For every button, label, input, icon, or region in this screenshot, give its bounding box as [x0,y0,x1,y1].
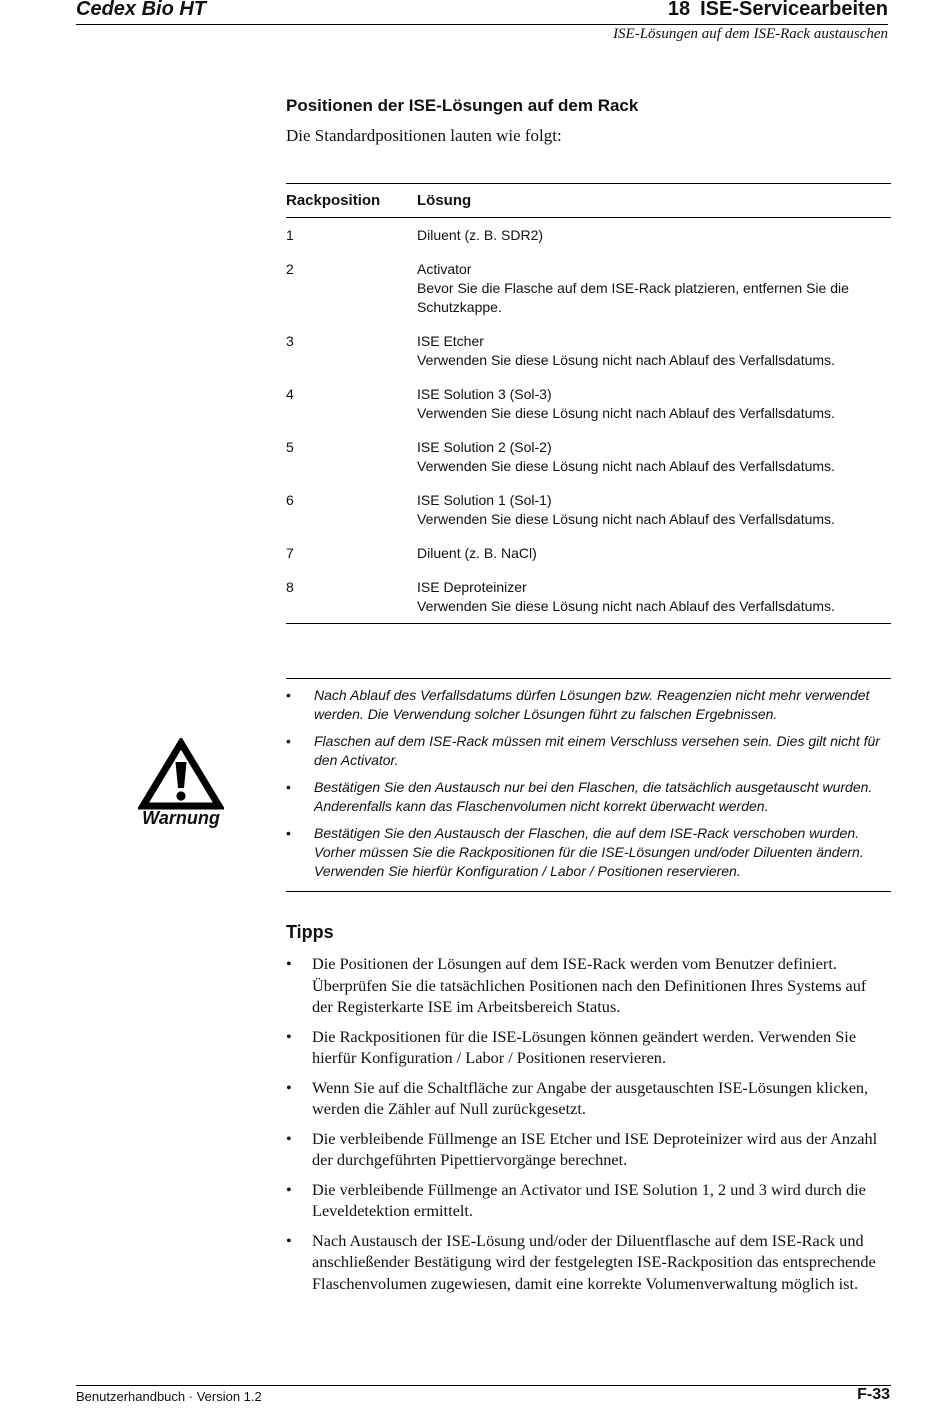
solution-cell [417,332,891,370]
solution-cell [417,438,891,476]
table-body [286,218,891,624]
chapter-title: ISE-Servicearbeiten [700,0,888,20]
tip-text: Die Rackpositionen für die ISE-Lösungen können geändert werden. Verwenden Sie hierfür Konfiguration / Labor / Positionen reservieren. [312,1026,857,1067]
table-row [286,260,891,317]
tip-text: Die Positionen der Lösungen auf dem ISE-Rack werden vom Benutzer definiert. Überprüfen Sie die tatsächlichen Positionen nach den Definitionen Ihres Systems auf der Registerkarte ISE im Arbeitsbereich Status. [312,954,867,1016]
header-loesung: Lösung [417,192,472,209]
tip-item [286,953,891,1018]
solution-line: ISE Solution 2 (Sol-2) [417,439,552,455]
bullet-icon: • [286,1026,292,1046]
footer-rule [76,1385,891,1386]
solution-cell [417,491,891,529]
solution-cell [417,385,891,423]
table-row [286,544,891,563]
solution-cell [417,226,891,245]
solution-line: ISE Deproteinizer [417,579,527,595]
solution-line: ISE Etcher [417,333,484,349]
table-row [286,491,891,529]
header-product: Cedex Bio HT [76,0,207,20]
warning-text: Bestätigen Sie den Austausch nur bei den Flaschen, die tatsächlich ausgetauscht wurden. Anderenfalls kann das Flaschenvolumen nicht korrekt überwacht werden. [314,779,873,814]
table-row [286,332,891,370]
tip-text: Die verbleibende Füllmenge an ISE Etcher und ISE Deproteinizer wird aus der Anzahl der durchgeführten Pipettiervorgänge berechnet. [312,1128,878,1169]
solution-line: Diluent (z. B. NaCl) [417,545,537,561]
tip-text: Nach Austausch der ISE-Lösung und/oder der Diluentflasche auf dem ISE-Rack und anschließender Bestätigung wird der festgelegten ISE-Rackposition das entsprechende Flaschenvolumen zugewiesen, damit eine korrekte Volumenverwaltung möglich ist. [312,1230,876,1293]
rack-position-table [286,183,891,624]
bullet-icon: • [286,1128,292,1148]
solution-line: Verwenden Sie diese Lösung nicht nach Ablauf des Verfallsdatums. [417,352,835,368]
header-rule [76,24,888,25]
tips-title: Tipps [286,922,334,942]
rack-position: 7 [286,545,294,561]
footer-manual-version: Benutzerhandbuch · Version 1.2 [76,1389,262,1404]
bullet-icon: • [286,825,291,841]
solution-cell [417,578,891,616]
warning-list [286,678,891,892]
rack-position: 5 [286,439,294,455]
solution-line: Verwenden Sie diese Lösung nicht nach Ablauf des Verfallsdatums. [417,405,835,421]
warning-sign [138,738,224,832]
solution-line: ISE Solution 3 (Sol-3) [417,386,552,402]
warning-item [286,732,891,770]
solution-line: Bevor Sie die Flasche auf dem ISE-Rack platzieren, entfernen Sie die Schutzkappe. [417,280,849,315]
warning-label: Warnung [142,808,220,828]
tips-list [286,953,891,1302]
tip-item [286,1179,891,1222]
solution-line: Verwenden Sie diese Lösung nicht nach Ablauf des Verfallsdatums. [417,511,835,527]
solution-line: Activator [417,261,472,277]
tip-item [286,1230,891,1295]
bullet-icon: • [286,1230,292,1250]
rack-position: 6 [286,492,294,508]
tip-item [286,1077,891,1120]
bullet-icon: • [286,687,291,703]
table-header [286,183,891,218]
header-subtitle: ISE-Lösungen auf dem ISE-Rack austauschen [613,26,888,42]
bullet-icon: • [286,779,291,795]
rack-position: 3 [286,333,294,349]
solution-line: ISE Solution 1 (Sol-1) [417,492,552,508]
warning-text: Flaschen auf dem ISE-Rack müssen mit einem Verschluss versehen sein. Dies gilt nicht für den Activator. [314,733,880,768]
rack-position: 1 [286,227,294,243]
table-row [286,385,891,423]
tip-item [286,1128,891,1171]
warning-text: Nach Ablauf des Verfallsdatums dürfen Lösungen bzw. Reagenzien nicht mehr verwendet werden. Die Verwendung solcher Lösungen führt zu falschen Ergebnissen. [314,687,870,722]
section-title: Positionen der ISE-Lösungen auf dem Rack [286,96,639,115]
chapter-number: 18 [667,0,691,20]
warning-item [286,686,891,724]
solution-line: Verwenden Sie diese Lösung nicht nach Ablauf des Verfallsdatums. [417,598,835,614]
warning-item [286,778,891,816]
tip-text: Wenn Sie auf die Schaltfläche zur Angabe der ausgetauschten ISE-Lösungen klicken, werden die Zähler auf Null zurückgesetzt. [312,1077,869,1118]
solution-cell [417,260,891,317]
header-chapter [668,0,888,21]
rack-position: 8 [286,579,294,595]
solution-line: Verwenden Sie diese Lösung nicht nach Ablauf des Verfallsdatums. [417,458,835,474]
table-row [286,438,891,476]
bullet-icon: • [286,1179,292,1199]
warning-triangle-icon [138,738,224,810]
tip-text: Die verbleibende Füllmenge an Activator und ISE Solution 1, 2 und 3 wird durch die Leveldetektion ermittelt. [312,1179,866,1220]
solution-line: Diluent (z. B. SDR2) [417,227,544,243]
rack-position: 2 [286,261,294,277]
bullet-icon: • [286,1077,292,1097]
bullet-icon: • [286,733,291,749]
warning-text: Bestätigen Sie den Austausch der Flaschen, die auf dem ISE-Rack verschoben wurden. Vorher müssen Sie die Rackpositionen für die ISE-Lösungen und/oder Diluenten ändern. Verwenden Sie hierfür Konfiguration / Labor / Positionen reservieren. [314,825,864,879]
tip-item [286,1026,891,1069]
warning-item [286,824,891,881]
table-row [286,578,891,616]
header-rackposition: Rackposition [286,192,381,209]
bullet-icon: • [286,954,292,973]
rack-position: 4 [286,386,294,402]
page-number: F-33 [857,1386,890,1403]
solution-cell [417,544,891,563]
section-intro: Die Standardpositionen lauten wie folgt: [286,126,562,145]
table-row [286,226,891,245]
